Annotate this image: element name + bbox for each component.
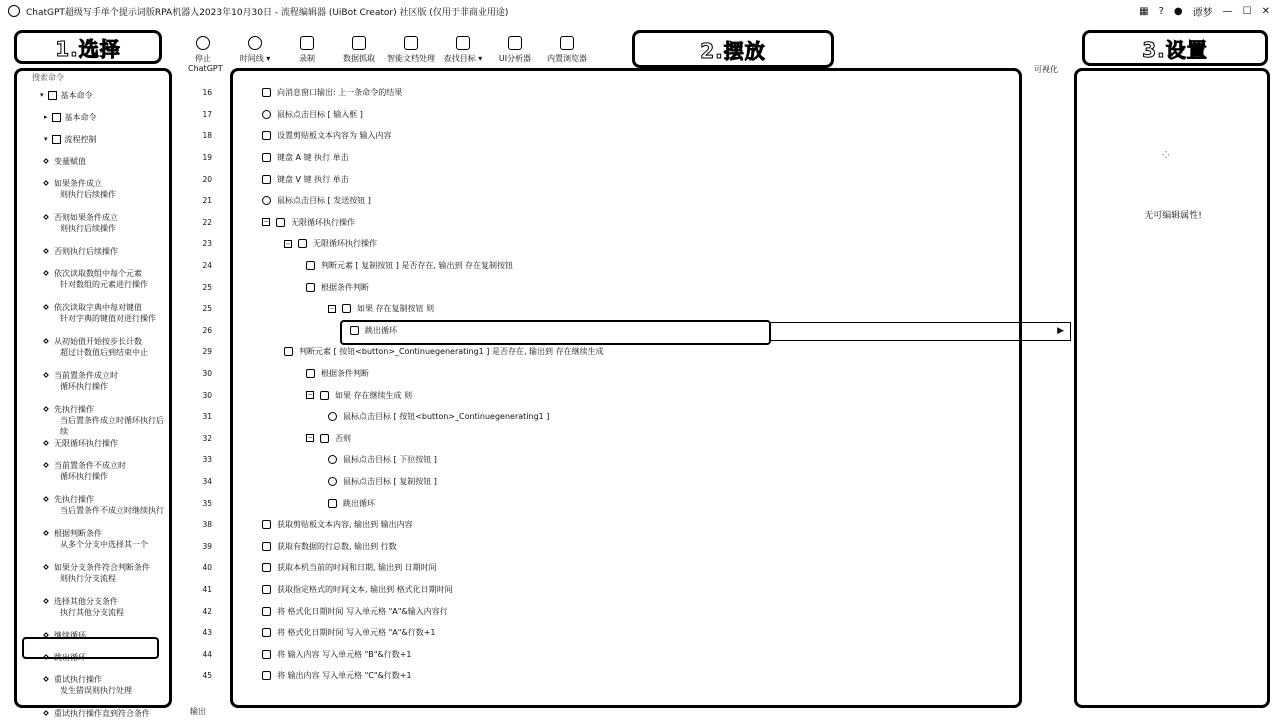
toolbar-button-3[interactable] (336, 36, 382, 64)
command-icon (43, 710, 49, 716)
code-text: 向消息窗口输出: 上一条命令的结果 (277, 88, 403, 98)
code-line[interactable] (190, 514, 1020, 536)
command-subtitle: 则执行分支流程 (60, 574, 116, 583)
command-item[interactable] (14, 398, 169, 436)
command-icon (43, 248, 49, 254)
code-text: 获取剪贴板文本内容, 输出到 输出内容 (277, 520, 413, 530)
code-line[interactable] (190, 643, 1020, 665)
visualize-toggle[interactable]: 可视化 (1034, 65, 1058, 74)
folder-icon (48, 91, 57, 100)
code-line[interactable] (190, 125, 1020, 147)
line-number: 35 (202, 498, 212, 508)
toolbar-button-6[interactable] (492, 36, 538, 64)
code-text: 获取本机当前的时间和日期, 输出到 日期时间 (277, 563, 437, 573)
collapse-icon[interactable]: − (285, 239, 291, 247)
command-icon (262, 607, 271, 616)
command-title: 继续循环 (54, 631, 86, 640)
expand-icon[interactable]: ▾ (40, 91, 44, 99)
command-item[interactable] (14, 590, 169, 624)
code-text: 无限循环执行操作 (291, 217, 355, 227)
command-item[interactable] (14, 240, 169, 262)
command-title: 重试执行操作直到符合条件 (54, 709, 150, 718)
command-title: 当前置条件成立时 (54, 371, 118, 380)
command-item[interactable] (14, 556, 169, 590)
command-title: 先执行操作 (54, 495, 94, 504)
command-item[interactable] (14, 206, 169, 240)
command-subtitle: 发生错误则执行处理 (60, 686, 132, 695)
record-icon (300, 36, 314, 50)
command-icon (262, 520, 271, 529)
code-text: 鼠标点击目标 [ 下拉按钮 ] (343, 455, 437, 465)
tree-node[interactable] (14, 106, 169, 128)
code-line[interactable] (190, 104, 1020, 126)
command-subtitle: 针对字典的键值对进行操作 (60, 314, 156, 323)
empty-state-icon: ⁘ (1160, 148, 1172, 164)
command-subtitle: 针对数组的元素进行操作 (60, 280, 148, 289)
code-line[interactable] (190, 147, 1020, 169)
annotation-settings: 3.设置 (1082, 30, 1268, 66)
code-lines (190, 82, 1020, 687)
line-number: 21 (202, 196, 212, 206)
ui-analyzer-icon (508, 36, 522, 50)
toolbar-button-label: 录制 (299, 54, 315, 63)
grid-icon[interactable]: ▦ (1139, 5, 1149, 17)
code-line[interactable] (190, 622, 1020, 644)
code-text: 将 格式化日期时间 写入单元格 "A"&输入内容行 (277, 606, 448, 616)
tree-node[interactable] (14, 128, 169, 150)
line-number: 44 (202, 649, 212, 659)
line-number: 38 (202, 520, 212, 530)
command-icon (328, 477, 337, 486)
line-number: 30 (202, 390, 212, 400)
command-icon (306, 369, 315, 378)
collapse-icon[interactable]: − (307, 434, 313, 442)
command-icon (262, 585, 271, 594)
code-line[interactable] (190, 557, 1020, 579)
command-icon (276, 218, 285, 227)
close-icon[interactable]: ✕ (1261, 5, 1270, 17)
search-input[interactable]: 搜索命令 (32, 73, 64, 82)
command-item[interactable] (14, 432, 169, 454)
code-text: 鼠标点击目标 [ 发送按钮 ] (277, 196, 371, 206)
code-text: 跳出循环 (365, 325, 397, 335)
title-bar (0, 0, 1280, 22)
line-number: 43 (202, 628, 212, 638)
stop-icon (196, 36, 210, 50)
maximize-icon[interactable]: ☐ (1242, 5, 1252, 17)
code-text: 否则 (335, 433, 351, 443)
expand-icon[interactable]: ▾ (44, 135, 48, 143)
command-icon (306, 283, 315, 292)
command-icon (328, 455, 337, 464)
line-number: 31 (202, 412, 212, 422)
code-text: 将 输出内容 写入单元格 "C"&行数+1 (277, 671, 412, 681)
command-subtitle: 当后置条件成立时循环执行后续 (60, 416, 164, 436)
toolbar-button-label: 停止 (195, 54, 211, 63)
command-subtitle: 执行其他分支流程 (60, 608, 124, 617)
command-icon (43, 598, 49, 604)
line-number: 30 (202, 369, 212, 379)
code-line[interactable] (190, 579, 1020, 601)
toolbar-button-4[interactable] (388, 36, 434, 64)
code-line[interactable] (190, 255, 1020, 277)
code-text: 将 格式化日期时间 写入单元格 "A"&行数+1 (277, 628, 436, 638)
command-icon (43, 462, 49, 468)
command-item[interactable] (14, 262, 169, 296)
code-text: 键盘 V 键 执行 单击 (277, 174, 349, 184)
command-icon (262, 542, 271, 551)
expand-icon[interactable]: ▸ (44, 113, 48, 121)
line-number: 42 (202, 606, 212, 616)
command-icon (320, 391, 329, 400)
line-number: 18 (202, 131, 212, 141)
command-title: 如果分支条件符合判断条件 (54, 563, 150, 572)
code-line[interactable] (190, 428, 1020, 450)
dropped-command-highlight (340, 320, 771, 345)
code-line[interactable] (190, 492, 1020, 514)
line-number: 20 (202, 174, 212, 184)
line-number: 32 (202, 433, 212, 443)
command-subtitle: 则执行后续操作 (60, 224, 116, 233)
line-number: 34 (202, 476, 212, 486)
command-title: 依次读取数组中每个元素 (54, 269, 142, 278)
code-text: 判断元素 [ 复制按钮 ] 是否存在, 输出到 存在复制按钮 (321, 261, 514, 271)
command-title: 依次读取字典中每对键值 (54, 303, 142, 312)
code-line[interactable] (190, 406, 1020, 428)
code-line[interactable] (190, 363, 1020, 385)
output-tab[interactable]: 输出 (190, 707, 206, 716)
command-item[interactable] (14, 668, 169, 702)
command-icon (306, 261, 315, 270)
code-text: 获取指定格式的时间文本, 输出到 格式化日期时间 (277, 584, 453, 594)
help-icon[interactable]: ? (1158, 5, 1164, 17)
line-number: 29 (202, 347, 212, 357)
line-number: 17 (202, 109, 212, 119)
code-line[interactable] (190, 449, 1020, 471)
toolbar-button-label: 查找目标 ▾ (443, 54, 483, 63)
command-list (14, 70, 169, 718)
app-logo-icon (8, 5, 20, 17)
command-icon (342, 304, 351, 313)
command-icon (284, 347, 293, 356)
line-number: 45 (202, 671, 212, 681)
line-number: 25 (202, 304, 212, 314)
tree-node-label: 基本命令 (60, 90, 93, 100)
command-icon (43, 564, 49, 570)
line-number: 26 (202, 325, 212, 335)
selected-command-highlight (22, 637, 159, 659)
command-title: 如果条件成立 (54, 179, 102, 188)
tab-chatgpt[interactable]: ChatGPT (188, 64, 223, 73)
code-line[interactable] (190, 471, 1020, 493)
code-text: 如果 存在继续生成 则 (335, 390, 413, 400)
command-icon (262, 563, 271, 572)
tree-node[interactable] (14, 84, 169, 106)
code-text: 如果 存在复制按钮 则 (357, 304, 435, 314)
code-text: 根据条件判断 (321, 369, 369, 379)
command-title: 重试执行操作 (54, 675, 102, 684)
line-number: 24 (202, 261, 212, 271)
command-icon (328, 499, 337, 508)
code-line[interactable] (190, 190, 1020, 212)
code-line[interactable] (190, 82, 1020, 104)
minimize-icon[interactable]: — (1222, 5, 1233, 17)
folder-icon (52, 135, 61, 144)
toolbar-button-1[interactable] (232, 36, 278, 64)
command-item[interactable] (14, 702, 169, 724)
line-number: 23 (202, 239, 212, 249)
code-text: 键盘 A 键 执行 单击 (277, 153, 349, 163)
command-item[interactable] (14, 488, 169, 522)
toolbar-button-label: UI分析器 (498, 54, 532, 63)
command-subtitle: 循环执行操作 (60, 472, 108, 481)
command-item[interactable] (14, 296, 169, 330)
code-text: 设置剪贴板文本内容为 输入内容 (277, 131, 392, 141)
annotation-place: 2.摆放 (632, 30, 834, 68)
line-number: 39 (202, 541, 212, 551)
code-text: 获取有数据的行总数, 输出到 行数 (277, 541, 397, 551)
command-icon (262, 671, 271, 680)
command-icon (262, 153, 271, 162)
code-line[interactable] (190, 535, 1020, 557)
command-title: 无限循环执行操作 (54, 439, 118, 448)
command-icon (43, 270, 49, 276)
tab-bar (188, 64, 223, 73)
toolbar-button-0[interactable] (180, 36, 226, 64)
line-number: 22 (202, 217, 212, 227)
command-item[interactable] (14, 172, 169, 206)
toolbar-button-label: 时间线 ▾ (239, 54, 271, 63)
code-text: 跳出循环 (343, 498, 375, 508)
data-scrape-icon (352, 36, 366, 50)
code-line[interactable] (190, 168, 1020, 190)
command-subtitle: 循环执行操作 (60, 382, 108, 391)
timeline-icon (248, 36, 262, 50)
code-line[interactable] (190, 212, 1020, 234)
line-number: 33 (202, 455, 212, 465)
command-title: 从初始值开始按步长计数 (54, 337, 142, 346)
code-line[interactable] (190, 600, 1020, 622)
command-title: 选择其他分支条件 (54, 597, 118, 606)
command-title: 跳出循环 (54, 653, 86, 662)
command-item[interactable] (14, 150, 169, 172)
command-icon (262, 650, 271, 659)
code-line[interactable] (190, 233, 1020, 255)
command-icon (328, 412, 337, 421)
code-line[interactable] (190, 665, 1020, 687)
user-name[interactable]: 谭梦 (1192, 7, 1213, 19)
code-line[interactable] (190, 276, 1020, 298)
folder-icon (52, 113, 61, 122)
toolbar-button-5[interactable] (440, 36, 486, 64)
command-icon (262, 196, 271, 205)
tree-node-label: 基本命令 (64, 112, 97, 122)
command-item[interactable] (14, 364, 169, 398)
code-text: 判断元素 [ 按钮<button>_Continuegenerating1 ] 是否存在, 输出到 存在继续生成 (299, 347, 604, 357)
command-icon (320, 434, 329, 443)
command-title: 变量赋值 (54, 157, 86, 166)
command-icon (43, 440, 49, 446)
property-panel (1074, 68, 1270, 708)
command-icon (43, 372, 49, 378)
command-icon (43, 496, 49, 502)
code-text: 鼠标点击目标 [ 复制按钮 ] (343, 476, 437, 486)
command-item[interactable] (14, 522, 169, 556)
command-subtitle: 当后置条件不成立时继续执行 (60, 506, 164, 515)
command-icon (43, 338, 49, 344)
code-text: 无限循环执行操作 (313, 239, 377, 249)
code-text: 鼠标点击目标 [ 按钮<button>_Continuegenerating1 ] (343, 412, 550, 422)
toolbar-button-label: 智能文档处理 (387, 54, 435, 63)
window-title: ChatGPT超级写手单个提示词版RPA机器人2023年10月30日 - 流程编辑器 (UiBot Creator) 社区版 (仅用于非商业用途) (26, 7, 509, 18)
code-line[interactable] (190, 384, 1020, 406)
row-action-bar (771, 322, 1071, 341)
command-icon (298, 239, 307, 248)
toolbar-button-2[interactable] (284, 36, 330, 64)
command-subtitle: 超过计数值后到结束中止 (60, 348, 148, 357)
line-number: 25 (202, 282, 212, 292)
browser-icon (560, 36, 574, 50)
code-text: 鼠标点击目标 [ 输入框 ] (277, 109, 363, 119)
toolbar-button-label: 内置浏览器 (547, 54, 587, 63)
command-icon (262, 131, 271, 140)
command-title: 先执行操作 (54, 405, 94, 414)
command-icon (43, 530, 49, 536)
run-line-icon[interactable]: ▶ (1057, 326, 1064, 336)
line-number: 41 (202, 584, 212, 594)
command-icon (262, 628, 271, 637)
toolbar-button-7[interactable] (544, 36, 590, 64)
document-icon (404, 36, 418, 50)
collapse-icon[interactable]: − (307, 391, 313, 399)
target-icon (456, 36, 470, 50)
line-number: 16 (202, 88, 212, 98)
collapse-icon[interactable]: − (263, 218, 269, 226)
command-subtitle: 则执行后续操作 (60, 190, 116, 199)
command-icon (43, 158, 49, 164)
command-icon (262, 110, 271, 119)
command-item[interactable] (14, 330, 169, 364)
toolbar-button-label: 数据抓取 (343, 54, 375, 63)
command-icon (43, 304, 49, 310)
tree-node-label: 流程控制 (64, 134, 97, 144)
command-icon (43, 180, 49, 186)
empty-properties-text: 无可编辑属性! (1144, 211, 1202, 221)
command-subtitle: 从多个分支中选择其一个 (60, 540, 148, 549)
line-number: 40 (202, 563, 212, 573)
collapse-icon[interactable]: − (329, 304, 335, 312)
user-avatar-icon[interactable]: ● (1173, 5, 1183, 17)
code-line[interactable] (190, 298, 1020, 320)
command-icon (262, 88, 271, 97)
annotation-select: 1.选择 (14, 30, 162, 64)
command-icon (262, 175, 271, 184)
line-number: 19 (202, 153, 212, 163)
command-title: 当前置条件不成立时 (54, 461, 126, 470)
command-item[interactable] (14, 454, 169, 488)
command-icon (43, 676, 49, 682)
command-title: 否则执行后续操作 (54, 247, 118, 256)
command-icon (43, 406, 49, 412)
code-text: 根据条件判断 (321, 282, 369, 292)
command-title: 否则如果条件成立 (54, 213, 118, 222)
command-title: 根据判断条件 (54, 529, 102, 538)
code-text: 将 输入内容 写入单元格 "B"&行数+1 (277, 649, 412, 659)
command-icon (43, 214, 49, 220)
